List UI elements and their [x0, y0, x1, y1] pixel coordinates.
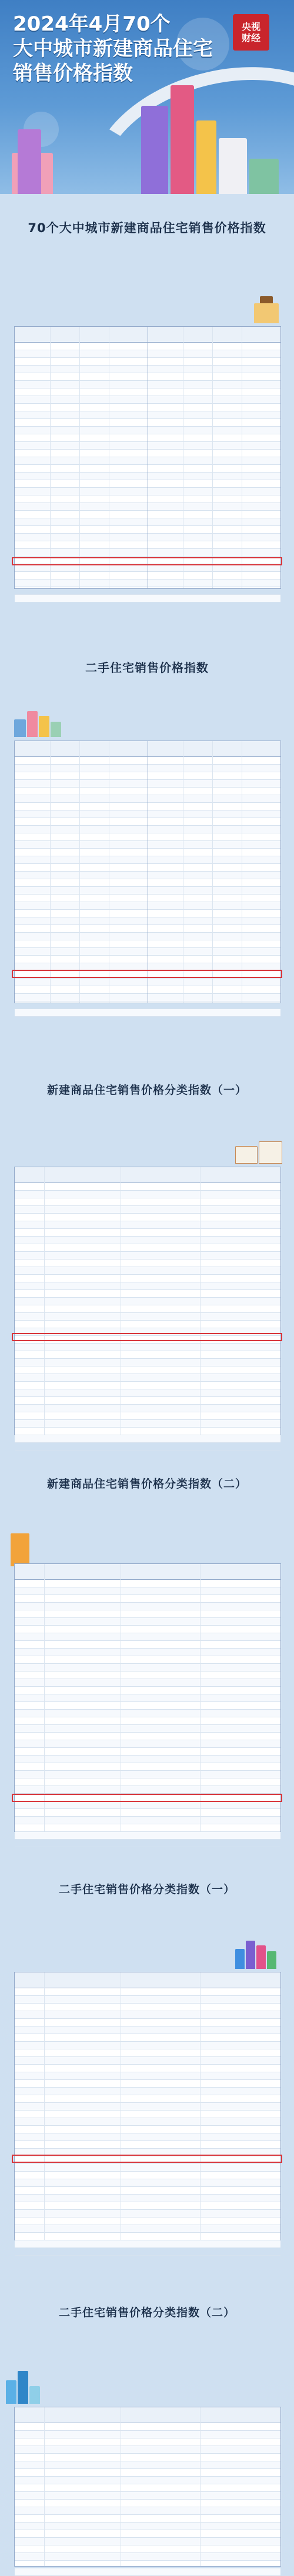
table-row: [15, 1313, 280, 1321]
table-row: [15, 1580, 280, 1587]
house-icon: [252, 294, 281, 323]
table-row: [15, 2561, 280, 2568]
table-row: [15, 1587, 280, 1595]
table-second-hand-category-index-1: [14, 1972, 281, 2240]
table-row: [15, 2446, 280, 2454]
title-line: 大中城市新建商品住宅: [13, 37, 213, 61]
table-row: [15, 2530, 280, 2538]
table-rows: [15, 1580, 280, 1847]
table-row: [15, 1206, 280, 1214]
table-row: [15, 2118, 280, 2126]
table-row: [15, 2103, 280, 2111]
table-row: [15, 1656, 280, 1664]
highlight-row: [12, 557, 282, 565]
table-row: [15, 1626, 280, 1633]
table-row: [15, 1351, 280, 1359]
table-row: [15, 2217, 280, 2225]
table-row: [15, 1275, 280, 1282]
table-second-hand-category-index-2: [14, 2407, 281, 2567]
table-rows: [15, 1183, 280, 1451]
table-second-hand-price-index: [14, 741, 281, 1003]
table-row: [15, 1595, 280, 1603]
table-row: [15, 1702, 280, 1710]
table-row: [15, 1725, 280, 1733]
building-icon: [8, 1531, 32, 1566]
table-row: [15, 1763, 280, 1771]
table-row: [15, 2461, 280, 2469]
table-row: [15, 2126, 280, 2133]
table-row: [15, 1988, 280, 1996]
table-row: [15, 2568, 280, 2576]
table-row: [15, 2500, 280, 2507]
buildings-icon: [14, 711, 61, 737]
table-row: [15, 1771, 280, 1778]
table-row: [15, 1671, 280, 1679]
table-row: [15, 1786, 280, 1794]
table-row: [15, 2225, 280, 2233]
table-row: [15, 1428, 280, 1435]
buildings-icon: [235, 1939, 282, 1969]
table-row: [15, 1237, 280, 1244]
table-row: [15, 2538, 280, 2545]
table-row: [15, 1710, 280, 1717]
table-row: [15, 1321, 280, 1328]
buildings-icon: [6, 2369, 41, 2404]
table-row: [15, 1610, 280, 1618]
table-row: [15, 2019, 280, 2026]
table-header: [15, 1167, 280, 1183]
table-row: [15, 2545, 280, 2553]
section-title: 新建商品住宅销售价格分类指数（二）: [46, 1478, 247, 1490]
table-row: [15, 1267, 280, 1275]
table-row: [15, 2004, 280, 2011]
section-title: 二手住宅销售价格分类指数（一）: [58, 1883, 235, 1896]
table-row: [15, 2438, 280, 2446]
table-row: [15, 1618, 280, 1626]
table-row: [15, 2111, 280, 2118]
hero-banner: [0, 0, 294, 194]
table-row: [15, 2523, 280, 2530]
table-row: [15, 1366, 280, 1374]
table-row: [15, 2515, 280, 2523]
table-rows: [15, 1988, 280, 2256]
table-row: [15, 1214, 280, 1221]
table-row: [15, 1817, 280, 1824]
table-row: [15, 1382, 280, 1389]
building: [219, 138, 247, 194]
table-row: [15, 1733, 280, 1740]
section-title: 二手住宅销售价格分类指数（二）: [58, 2306, 235, 2319]
table-row: [15, 1183, 280, 1191]
table-row: [15, 2210, 280, 2217]
highlight-row: [12, 2155, 282, 2163]
table-header: [15, 2407, 280, 2423]
table-row: [15, 1259, 280, 1267]
table-header: [15, 1564, 280, 1580]
table-row: [15, 1633, 280, 1641]
table-row: [15, 2088, 280, 2095]
table-row: [15, 1748, 280, 1756]
table-row: [15, 1717, 280, 1725]
table-row: [15, 2507, 280, 2515]
building: [18, 129, 41, 194]
table-row: [15, 1191, 280, 1198]
table-row: [15, 2423, 280, 2431]
table-row: [15, 595, 280, 602]
table-row: [15, 1229, 280, 1237]
table-row: [15, 2202, 280, 2210]
building: [196, 120, 216, 194]
table-row: [15, 2240, 280, 2248]
table-row: [15, 1405, 280, 1412]
table-row: [15, 1996, 280, 2004]
table-row: [15, 2172, 280, 2179]
table-row: [15, 2080, 280, 2088]
table-row: [15, 1397, 280, 1405]
table-row: [15, 1389, 280, 1397]
building: [141, 106, 168, 194]
table-row: [15, 1603, 280, 1610]
table-row: [15, 2454, 280, 2461]
table-row: [15, 2042, 280, 2049]
table-row: [15, 1694, 280, 1702]
table-new-home-category-index-1: [14, 1167, 281, 1435]
table-row: [15, 1687, 280, 1694]
table-row: [15, 2095, 280, 2103]
table-row: [15, 1664, 280, 1671]
highlight-row: [12, 1333, 282, 1341]
table-row: [15, 1840, 280, 1847]
table-row: [15, 1832, 280, 1840]
houses-icon: [235, 1134, 282, 1164]
table-row: [15, 2187, 280, 2195]
table-row: [15, 2195, 280, 2202]
table-row: [15, 1740, 280, 1748]
table-row: [15, 1009, 280, 1017]
table-row: [15, 2553, 280, 2561]
table-row: [15, 1824, 280, 1832]
table-row: [15, 2141, 280, 2149]
table-row: [15, 2431, 280, 2438]
table-row: [15, 1359, 280, 1366]
table-row: [15, 2469, 280, 2477]
building: [249, 159, 279, 194]
table-row: [15, 2026, 280, 2034]
table-row: [15, 1374, 280, 1382]
title-line: 销售价格指数: [13, 62, 133, 85]
table-row: [15, 1244, 280, 1252]
table-row: [15, 2164, 280, 2172]
table-row: [15, 1756, 280, 1763]
table-row: [15, 2011, 280, 2019]
table-row: [15, 2492, 280, 2500]
table-new-home-category-index-2: [14, 1563, 281, 1832]
table-row: [15, 1679, 280, 1687]
section-title: 二手住宅销售价格指数: [85, 661, 209, 675]
table-row: [15, 1252, 280, 1259]
highlight-row: [12, 970, 282, 978]
table-row: [15, 1801, 280, 1809]
table-row: [15, 1290, 280, 1298]
table-row: [15, 2034, 280, 2042]
table-row: [15, 1412, 280, 1420]
table-row: [15, 1344, 280, 1351]
table-row: [15, 2072, 280, 2080]
table-row: [15, 1435, 280, 1443]
table-row: [15, 1641, 280, 1649]
section-title: 新建商品住宅销售价格分类指数（一）: [46, 1084, 247, 1097]
city-illustration: [0, 71, 294, 194]
table-row: [15, 1198, 280, 1206]
title-line: 2024年4月70个: [13, 12, 171, 36]
table-row: [15, 1420, 280, 1428]
building: [171, 85, 194, 194]
table-row: [15, 2248, 280, 2256]
table-row: [15, 1809, 280, 1817]
table-row: [15, 2057, 280, 2065]
table-row: [15, 2484, 280, 2492]
table-row: [15, 2233, 280, 2240]
table-row: [15, 1443, 280, 1451]
section-title: 70个大中城市新建商品住宅销售价格指数: [28, 221, 266, 235]
logo-text: 央视 财经: [241, 21, 260, 43]
highlight-row: [12, 1794, 282, 1802]
table-row: [15, 1778, 280, 1786]
table-row: [15, 2133, 280, 2141]
table-row: [15, 1298, 280, 1305]
table-row: [15, 2179, 280, 2187]
table-row: [15, 2065, 280, 2072]
table-row: [15, 2477, 280, 2484]
cctv-finance-logo: [233, 14, 269, 51]
table-header: [15, 1972, 280, 1988]
table-row: [15, 2049, 280, 2057]
table-row: [15, 1282, 280, 1290]
table-row: [15, 1221, 280, 1229]
table-row: [15, 1649, 280, 1656]
table-rows: [15, 2423, 280, 2576]
table-new-home-price-index: [14, 326, 281, 589]
table-row: [15, 1305, 280, 1313]
